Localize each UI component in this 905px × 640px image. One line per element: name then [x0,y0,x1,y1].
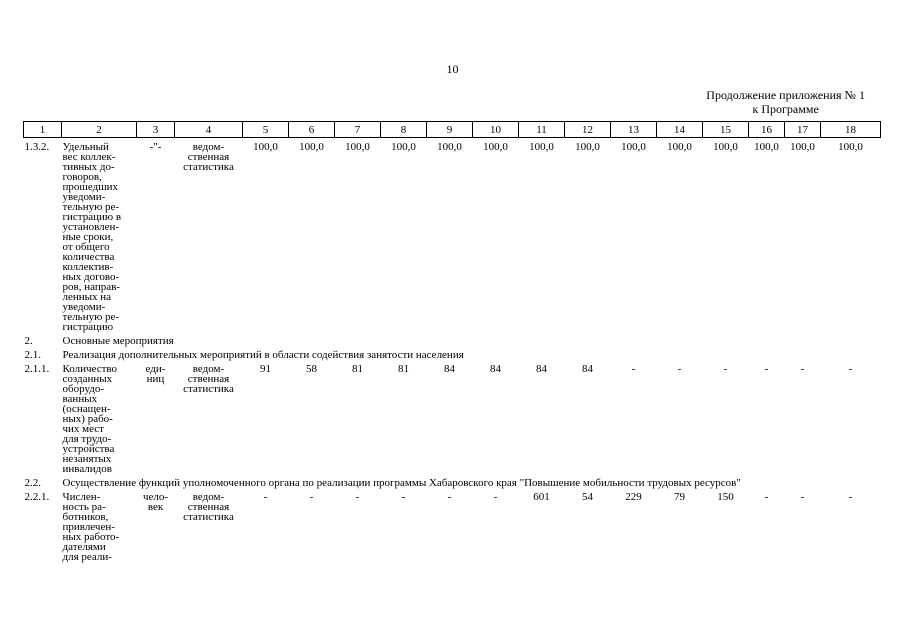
value-cell: 100,0 [667,141,692,153]
value-cell: 81 [352,363,363,375]
value-cell: 100,0 [345,141,370,153]
header-cell: 9 [427,122,473,138]
source-cell: ведом- ственная статистика [183,141,234,173]
value-cell: - [800,491,805,503]
value-cell: - [764,363,769,375]
unit-cell: -"- [149,141,162,153]
page-number: 10 [446,62,459,76]
header-cell: 11 [519,122,565,138]
header-cell: 5 [243,122,289,138]
value-cell: 91 [260,363,271,375]
value-cell: 100,0 [483,141,508,153]
value-cell: 100,0 [299,141,324,153]
table-row [24,492,881,562]
value-cell: 100,0 [253,141,278,153]
spacer [24,562,881,566]
value-cell: - [764,491,769,503]
continuation-line-2: к Программе [752,102,819,116]
table-row [24,142,881,332]
header-cell: 16 [749,122,785,138]
header-cell: 6 [289,122,335,138]
value-cell: 100,0 [713,141,738,153]
value-cell: 100,0 [790,141,815,153]
value-cell: 100,0 [437,141,462,153]
value-cell: 84 [444,363,455,375]
value-cell: - [848,363,853,375]
row-number: 1.3.2. [24,141,50,153]
row-number: 2.1.1. [24,363,50,375]
table-body [24,138,881,567]
value-cell: - [309,491,314,503]
value-cell: 100,0 [575,141,600,153]
header-cell: 14 [657,122,703,138]
value-cell: - [401,491,406,503]
section-title: Осуществление функций уполномоченного органа по реализации программы Хабаровского края "Повышение мобильности трудовых ресурсов" [62,477,741,489]
value-cell: 601 [533,491,550,503]
value-cell: 100,0 [621,141,646,153]
section-title: Реализация дополнительных мероприятий в области содействия занятости населения [62,349,464,361]
header-cell: 2 [62,122,137,138]
value-cell: - [447,491,452,503]
value-cell: 229 [625,491,642,503]
value-cell: - [631,363,636,375]
continuation-line-1: Продолжение приложения № 1 [706,88,865,102]
header-cell: 15 [703,122,749,138]
header-cell: 12 [565,122,611,138]
value-cell: - [848,491,853,503]
section-row [24,350,881,360]
header-row [24,122,881,138]
value-cell: 58 [306,363,317,375]
row-number: 2.2. [24,477,41,489]
section-row [24,478,881,488]
value-cell: - [263,491,268,503]
header-cell: 8 [381,122,427,138]
header-cell: 13 [611,122,657,138]
row-number: 2.1. [24,349,41,361]
section-title: Основные мероприятия [62,335,174,347]
indicator-name: Количество созданных оборудо- ванных (оснащен- ных) рабо- чих мест для трудо- устройства незанятых инвалидов [62,363,118,475]
value-cell: 79 [674,491,685,503]
header-cell: 1 [24,122,62,138]
header-cell: 3 [137,122,175,138]
source-cell: ведом- ственная статистика [183,491,234,523]
row-number: 2. [24,335,33,347]
value-cell: 100,0 [391,141,416,153]
unit-cell: чело- век [142,491,169,513]
value-cell: - [677,363,682,375]
section-row [24,336,881,346]
header-cell: 17 [785,122,821,138]
header-cell: 10 [473,122,519,138]
table-row [24,364,881,474]
source-cell: ведом- ственная статистика [183,363,234,395]
value-cell: 84 [536,363,547,375]
row-number: 2.2.1. [24,491,50,503]
value-cell: 100,0 [838,141,863,153]
value-cell: - [355,491,360,503]
indicators-table [23,121,881,566]
value-cell: - [493,491,498,503]
value-cell: - [723,363,728,375]
value-cell: - [800,363,805,375]
continuation-caption [706,88,865,116]
value-cell: 150 [717,491,734,503]
value-cell: 84 [490,363,501,375]
indicator-name: Числен- ность ра- ботников, привлечен- ных работо- дателями для реали- [62,491,120,563]
indicator-name: Удельный вес коллек- тивных до- говоров, прошедших уведоми- тельную ре- гистрацию в установлен- ные сроки, от общего количества коллектив- ных догово- ров, направ- ленных на уведоми- тельную ре- гистрацию [62,141,122,333]
value-cell: 100,0 [529,141,554,153]
value-cell: 100,0 [754,141,779,153]
unit-cell: еди- ниц [145,363,166,385]
header-cell: 7 [335,122,381,138]
header-cell: 18 [821,122,881,138]
value-cell: 54 [582,491,593,503]
header-cell: 4 [175,122,243,138]
value-cell: 84 [582,363,593,375]
value-cell: 81 [398,363,409,375]
